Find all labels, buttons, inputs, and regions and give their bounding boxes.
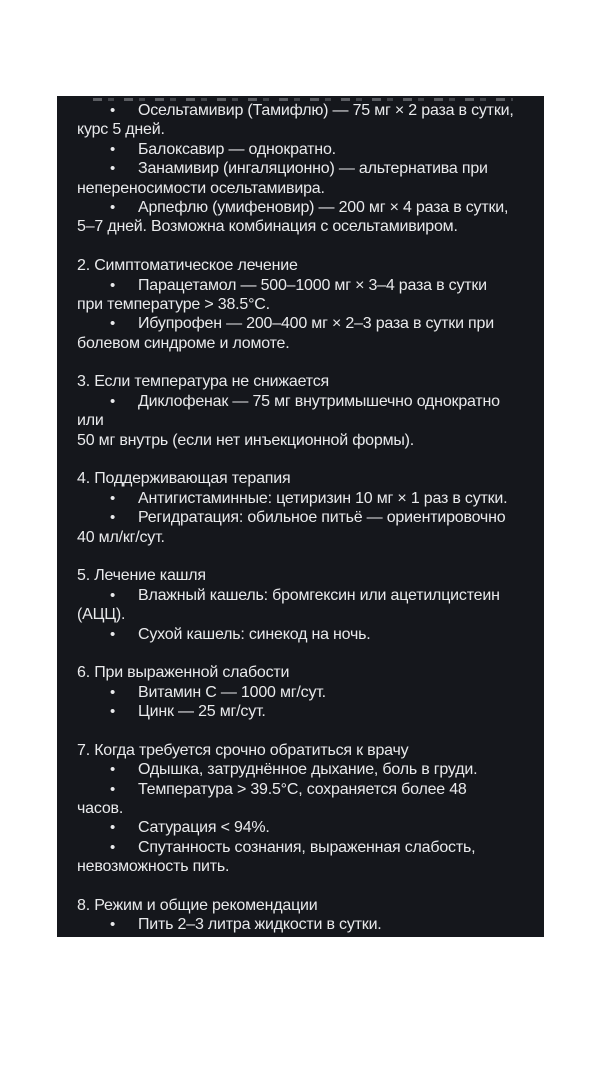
line-text: при температуре > 38.5°C.	[77, 295, 270, 313]
line-text: Балоксавир — однократно.	[138, 140, 336, 158]
bullet-marker: •	[110, 276, 116, 294]
list-item-line	[77, 818, 534, 837]
bullet-marker: •	[110, 315, 116, 333]
line-text: Спутанность сознания, выраженная слабость,	[138, 838, 476, 856]
bullet-marker: •	[110, 102, 116, 119]
bullet-marker: •	[110, 761, 116, 779]
bullet-marker: •	[110, 586, 116, 604]
section-heading: 3. Если температура не снижается	[77, 373, 329, 391]
wrapped-line	[77, 217, 534, 236]
section-gap	[77, 877, 534, 896]
wrapped-line	[77, 411, 534, 430]
line-text: невозможность пить.	[77, 858, 230, 876]
line-text: Витамин C — 1000 мг/сут.	[138, 683, 326, 701]
section-heading: 5. Лечение кашля	[77, 567, 206, 585]
line-text: Одышка, затруднённое дыхание, боль в груди.	[138, 761, 478, 779]
line-text: Пить 2–3 литра жидкости в сутки.	[138, 916, 382, 934]
section-gap	[77, 722, 534, 741]
line-text: Регидратация: обильное питьё — ориентировочно	[138, 509, 506, 527]
section-heading: 4. Поддерживающая терапия	[77, 470, 291, 488]
line-text: Температура > 39.5°C, сохраняется более 48	[138, 780, 467, 798]
list-item-line	[77, 702, 534, 721]
list-item-line	[77, 276, 534, 295]
line-text: Занамивир (ингаляционно) — альтернатива при	[138, 160, 488, 178]
section-heading: 2. Симптоматическое лечение	[77, 257, 298, 275]
note-card	[57, 96, 544, 937]
wrapped-line	[77, 799, 534, 818]
line-text: Цинк — 25 мг/сут.	[138, 703, 266, 721]
line-text: Арпефлю (умифеновир) — 200 мг × 4 раза в сутки,	[138, 198, 509, 216]
line-text: Антигистаминные: цетиризин 10 мг × 1 раз в сутки.	[138, 489, 508, 507]
section-gap	[77, 644, 534, 663]
line-text: Сатурация < 94%.	[138, 819, 270, 837]
line-text: Диклофенак — 75 мг внутримышечно однократно	[138, 392, 500, 410]
list-item-line	[77, 489, 534, 508]
note-card-content	[77, 101, 534, 935]
bullet-marker: •	[110, 838, 116, 856]
list-item-line	[77, 159, 534, 178]
bullet-marker: •	[110, 489, 116, 507]
bullet-marker: •	[110, 198, 116, 216]
list-item-line	[77, 780, 534, 799]
list-item-line	[77, 683, 534, 702]
line-text: болевом синдроме и ломоте.	[77, 334, 290, 352]
line-text: Влажный кашель: бромгексин или ацетилцистеин	[138, 586, 500, 604]
line-text: 5–7 дней. Возможна комбинация с осельтамивиром.	[77, 218, 458, 236]
section-heading: 7. Когда требуется срочно обратиться к врачу	[77, 741, 409, 759]
wrapped-line	[77, 295, 534, 314]
wrapped-line	[77, 528, 534, 547]
bullet-marker: •	[110, 703, 116, 721]
list-item-line	[77, 915, 534, 934]
bullet-marker: •	[110, 916, 116, 934]
list-item-line	[77, 392, 534, 411]
bullet-marker: •	[110, 683, 116, 701]
line-text: или	[77, 412, 104, 430]
wrapped-line	[77, 857, 534, 876]
wrapped-line	[77, 334, 534, 353]
bullet-marker: •	[110, 140, 116, 158]
line-text: курс 5 дней.	[77, 121, 165, 139]
wrapped-line	[77, 179, 534, 198]
line-text: Осельтамивир (Тамифлю) — 75 мг × 2 раза в сутки,	[138, 102, 514, 119]
line-text: 40 мл/кг/сут.	[77, 528, 165, 546]
bullet-marker: •	[110, 392, 116, 410]
line-text: Ибупрофен — 200–400 мг × 2–3 раза в сутки при	[138, 315, 494, 333]
line-text: Сухой кашель: синекод на ночь.	[138, 625, 371, 643]
list-item-line	[77, 198, 534, 217]
section-heading: 8. Режим и общие рекомендации	[77, 897, 318, 915]
list-item-line	[77, 586, 534, 605]
wrapped-line	[77, 431, 534, 450]
bullet-marker: •	[110, 509, 116, 527]
line-text: Парацетамол — 500–1000 мг × 3–4 раза в сутки	[138, 276, 487, 294]
bullet-marker: •	[110, 625, 116, 643]
list-item-line	[77, 838, 534, 857]
list-item-line	[77, 760, 534, 779]
list-item-line	[77, 140, 534, 159]
section-heading: 6. При выраженной слабости	[77, 664, 290, 682]
section-gap	[77, 547, 534, 566]
wrapped-line	[77, 605, 534, 624]
line-text: 50 мг внутрь (если нет инъекционной формы).	[77, 431, 415, 449]
list-item-line	[77, 625, 534, 644]
bullet-marker: •	[110, 780, 116, 798]
list-item-line	[77, 508, 534, 527]
wrapped-line	[77, 120, 534, 139]
line-text: непереносимости осельтамивира.	[77, 179, 325, 197]
section-gap	[77, 450, 534, 469]
line-text: часов.	[77, 800, 124, 818]
list-item-line	[77, 101, 534, 120]
line-text: (АЦЦ).	[77, 606, 126, 624]
bullet-marker: •	[110, 819, 116, 837]
section-gap	[77, 237, 534, 256]
section-gap	[77, 353, 534, 372]
bullet-marker: •	[110, 160, 116, 178]
list-item-line	[77, 314, 534, 333]
